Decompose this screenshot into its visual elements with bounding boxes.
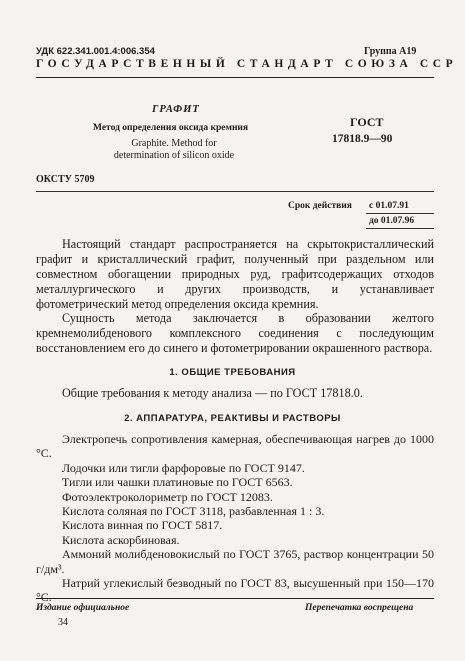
group-code: Группа А19 xyxy=(364,46,417,57)
validity-from: с 01.07.91 xyxy=(369,201,409,211)
list-item: Фотоэлектроколориметр по ГОСТ 12083. xyxy=(62,489,273,504)
top-rule-divider xyxy=(36,77,434,78)
gost-number: 17818.9—90 xyxy=(332,133,393,145)
list-item: Электропечь сопротивления камерная, обеспечивающая нагрев до 1000 °С. xyxy=(36,432,434,461)
reprint-prohibited-note: Перепечатка воспрещена xyxy=(305,603,414,613)
validity-underline-2 xyxy=(366,228,434,229)
okstu-code: ОКСТУ 5709 xyxy=(36,174,95,185)
state-standard-banner: ГОСУДАРСТВЕННЫЙ СТАНДАРТ СОЮЗА ССР xyxy=(36,58,458,70)
validity-to: до 01.07.96 xyxy=(369,216,415,226)
equipment-list xyxy=(36,432,434,605)
gost-label: ГОСТ xyxy=(350,115,384,129)
list-item: Кислота аскорбиновая. xyxy=(62,532,180,547)
validity-label: Срок действия xyxy=(288,201,352,211)
list-item: Аммоний молибденовокислый по ГОСТ 3765, раствор концентрации 50 г/дм³. xyxy=(36,547,434,576)
section-2-heading: 2. АППАРАТУРА, РЕАКТИВЫ И РАСТВОРЫ xyxy=(124,413,341,424)
udk-code: УДК 622.341.001.4:006.354 xyxy=(36,46,155,57)
page-number: 34 xyxy=(58,617,68,628)
list-item: Тигли или чашки платиновые по ГОСТ 6563. xyxy=(62,475,293,490)
list-item: Лодочки или тигли фарфоровые по ГОСТ 9147. xyxy=(62,460,305,475)
english-title: Graphite. Method for determination of silicon oxide xyxy=(113,138,235,161)
intro-paragraph-essence: Сущность метода заключается в образовании желтого кремнемолибденового комплексного соединения с последующим восстановлением его до синего и фотометрировании окрашенного раствора. xyxy=(36,311,434,356)
list-item: Натрий углекислый безводный по ГОСТ 83, высушенный при 150—170 °С. xyxy=(36,576,434,605)
intro-paragraph-scope: Настоящий стандарт распространяется на скрытокристаллический графит и кристаллический графит, полученный при раздельном или совместном обогащении природных руд, графитсодержащих отходов металлургического и других производств, и устанавливает фотометрический метод определения оксида кремния. xyxy=(36,237,434,312)
section-1-heading: 1. ОБЩИЕ ТРЕБОВАНИЯ xyxy=(169,367,296,378)
section-1-text: Общие требования к методу анализа — по ГОСТ 17818.0. xyxy=(62,386,363,400)
document-title: ГРАФИТ xyxy=(152,104,200,115)
middle-rule-divider xyxy=(36,191,434,192)
list-item: Кислота винная по ГОСТ 5817. xyxy=(62,518,223,533)
document-subtitle: Метод определения оксида кремния xyxy=(93,123,249,133)
bottom-rule-divider xyxy=(36,598,434,599)
official-edition-note: Издание официальное xyxy=(36,603,130,613)
list-item: Кислота соляная по ГОСТ 3118, разбавленная 1 : 3. xyxy=(62,504,325,519)
validity-underline-1 xyxy=(366,213,434,214)
